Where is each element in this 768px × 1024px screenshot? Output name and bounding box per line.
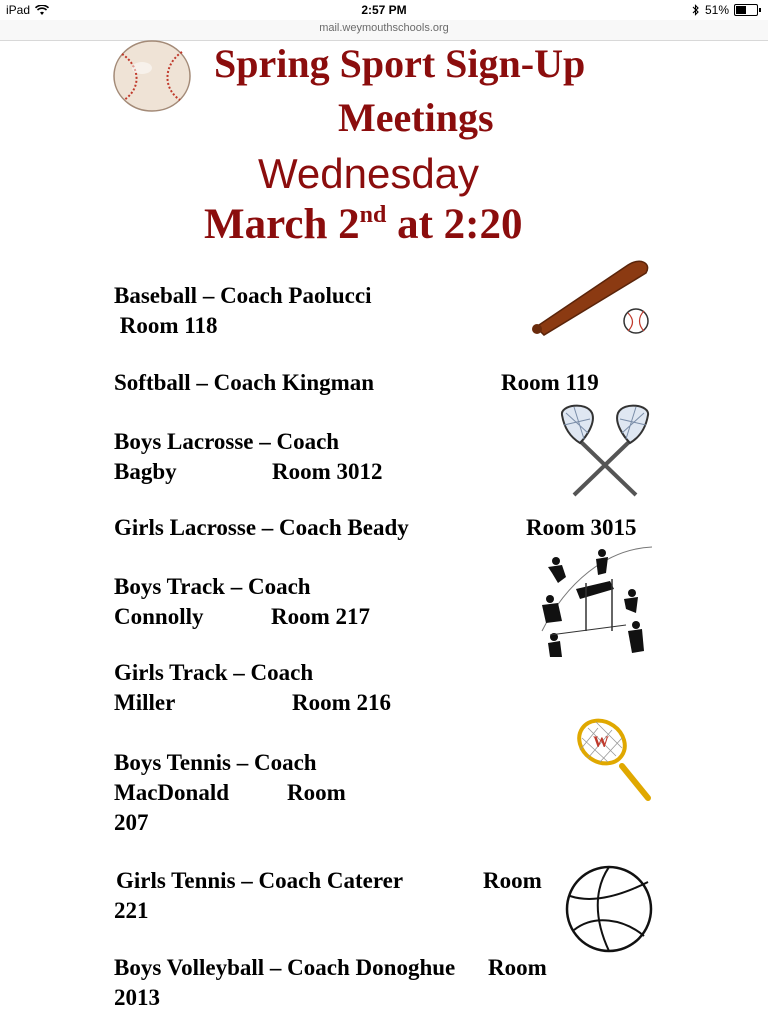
tennis-logo: W	[593, 734, 609, 751]
date-main: March 2	[204, 201, 360, 248]
entry-boys-lacrosse-coach: Bagby	[114, 459, 177, 484]
entry-girls-tennis: Girls Tennis – Coach Caterer	[116, 868, 404, 893]
meeting-date	[204, 200, 523, 249]
entry-boys-volleyball-room-number: 2013	[114, 985, 160, 1010]
entry-boys-tennis-room: Room	[287, 780, 346, 805]
date-suffix: nd	[359, 202, 387, 228]
entry-boys-track: Boys Track – Coach	[114, 574, 311, 599]
entry-softball-room: Room 119	[501, 370, 599, 395]
entry-girls-tennis-room: Room	[483, 868, 542, 893]
entry-boys-volleyball: Boys Volleyball – Coach Donoghue	[114, 955, 456, 980]
entry-girls-track: Girls Track – Coach	[114, 660, 314, 685]
baseball-icon	[112, 38, 194, 114]
tennis-racket-icon	[574, 716, 654, 802]
status-right	[692, 3, 758, 17]
entry-girls-lacrosse-room: Room 3015	[526, 515, 637, 540]
entry-girls-track-room: Room 216	[292, 690, 392, 715]
lacrosse-sticks-icon	[556, 403, 654, 497]
entry-boys-tennis: Boys Tennis – Coach	[114, 750, 317, 775]
volleyball-icon	[564, 864, 654, 954]
page-title-line2: Meetings	[338, 95, 494, 140]
track-athletes-icon	[536, 543, 654, 661]
bluetooth-icon	[692, 4, 700, 16]
entry-boys-track-room: Room 217	[271, 604, 371, 629]
meeting-day: Wednesday	[258, 150, 480, 197]
entry-girls-tennis-room-number: 221	[114, 898, 149, 923]
entry-boys-lacrosse: Boys Lacrosse – Coach	[114, 429, 340, 454]
address-bar[interactable]: mail.weymouthschools.org	[0, 20, 768, 41]
entry-boys-tennis-room-number: 207	[114, 810, 149, 835]
baseball-bat-icon	[530, 255, 654, 337]
entry-boys-tennis-coach: MacDonald	[114, 780, 229, 805]
device-name: iPad	[6, 3, 31, 17]
entry-boys-lacrosse-room: Room 3012	[272, 459, 383, 484]
entry-boys-volleyball-room: Room	[488, 955, 547, 980]
battery-level	[736, 6, 746, 14]
entry-girls-track-coach: Miller	[114, 690, 176, 715]
status-bar	[0, 0, 768, 20]
entry-softball: Softball – Coach Kingman	[114, 370, 375, 395]
entry-baseball: Baseball – Coach Paolucci	[114, 283, 372, 308]
page-title: Spring Sport Sign-Up	[214, 41, 586, 86]
battery-icon	[734, 4, 758, 16]
entry-girls-lacrosse: Girls Lacrosse – Coach Beady	[114, 515, 409, 540]
entry-baseball-room: Room 118	[114, 313, 218, 338]
entry-boys-track-coach: Connolly	[114, 604, 204, 629]
battery-percent: 51%	[704, 3, 729, 17]
date-time: at 2:20	[386, 201, 523, 248]
clock: 2:57 PM	[361, 3, 407, 17]
